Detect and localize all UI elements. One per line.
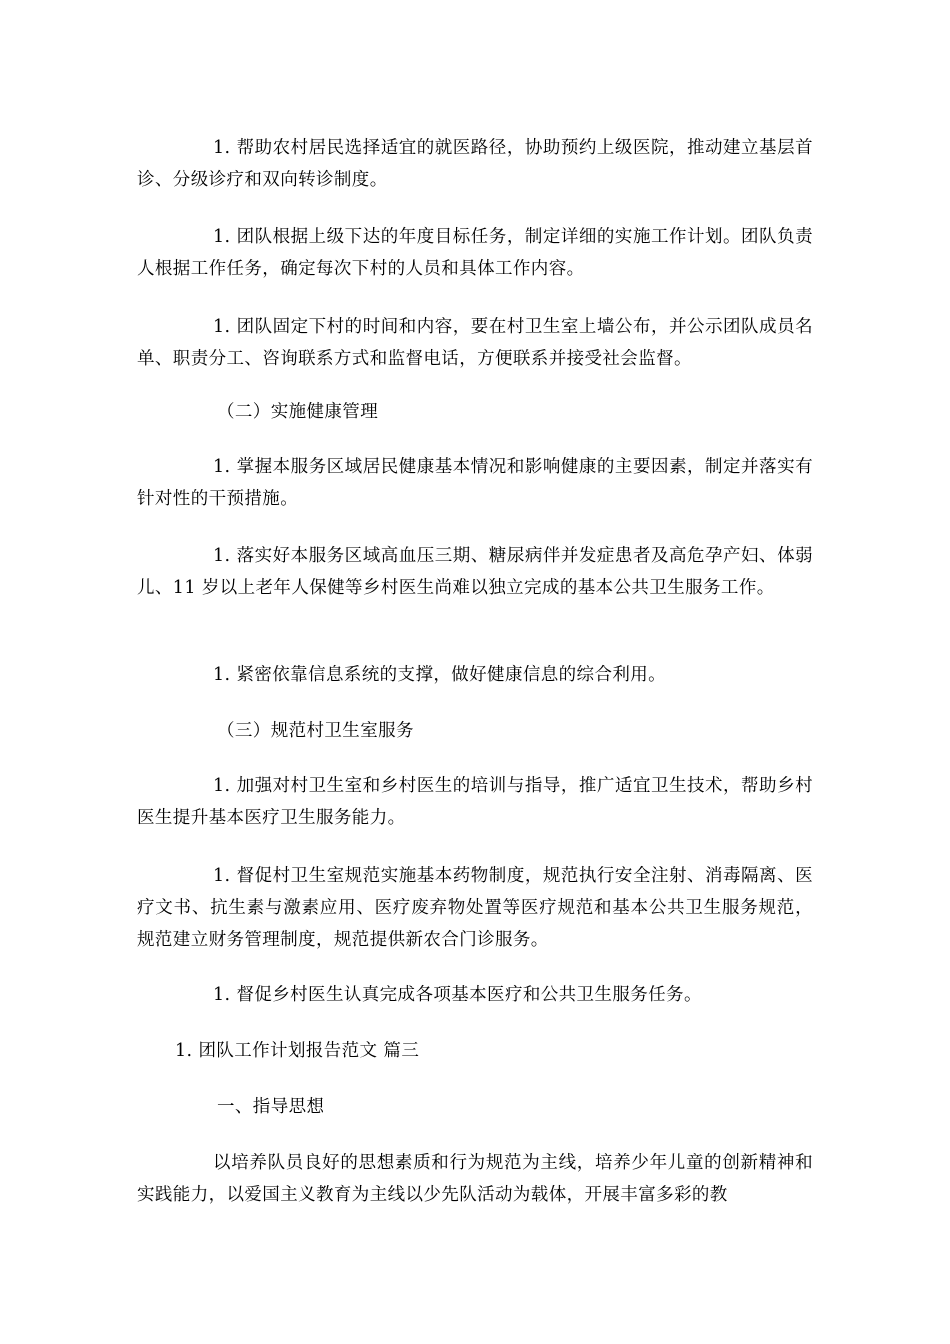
section-heading-2: （二）实施健康管理 (217, 402, 379, 422)
paragraph-7: 1. 加强对村卫生室和乡村医生的培训与指导，推广适宜卫生技术，帮助乡村医生提升基本医疗卫生服务能力。 (137, 776, 813, 828)
paragraph-6: 1. 紧密依靠信息系统的支撑，做好健康信息的综合利用。 (213, 665, 667, 685)
paragraph-1: 1. 帮助农村居民选择适宜的就医路径，协助预约上级医院，推动建立基层首诊、分级诊疗和双向转诊制度。 (137, 138, 813, 190)
article-title: 1. 团队工作计划报告范文 篇三 (175, 1041, 420, 1061)
paragraph-9: 1. 督促乡村医生认真完成各项基本医疗和公共卫生服务任务。 (213, 985, 702, 1005)
paragraph-2: 1. 团队根据上级下达的年度目标任务，制定详细的实施工作计划。团队负责人根据工作任务，确定每次下村的人员和具体工作内容。 (137, 227, 813, 279)
section-heading-3: （三）规范村卫生室服务 (217, 721, 414, 741)
paragraph-3: 1. 团队固定下村的时间和内容，要在村卫生室上墙公布，并公示团队成员名单、职责分工、咨询联系方式和监督电话，方便联系并接受社会监督。 (137, 317, 813, 369)
paragraph-10: 以培养队员良好的思想素质和行为规范为主线，培养少年儿童的创新精神和实践能力，以爱国主义教育为主线以少先队活动为载体，开展丰富多彩的教 (137, 1153, 813, 1205)
paragraph-4: 1. 掌握本服务区域居民健康基本情况和影响健康的主要因素，制定并落实有针对性的干预措施。 (137, 457, 813, 509)
paragraph-8: 1. 督促村卫生室规范实施基本药物制度，规范执行安全注射、消毒隔离、医疗文书、抗生素与激素应用、医疗废弃物处置等医疗规范和基本公共卫生服务规范，规范建立财务管理制度，规范提供新农合门诊服务。 (137, 866, 813, 950)
section-heading-1: 一、指导思想 (217, 1097, 325, 1117)
paragraph-5: 1. 落实好本服务区域高血压三期、糖尿病伴并发症患者及高危孕产妇、体弱儿、11 岁以上老年人保健等乡村医生尚难以独立完成的基本公共卫生服务工作。 (137, 546, 813, 598)
